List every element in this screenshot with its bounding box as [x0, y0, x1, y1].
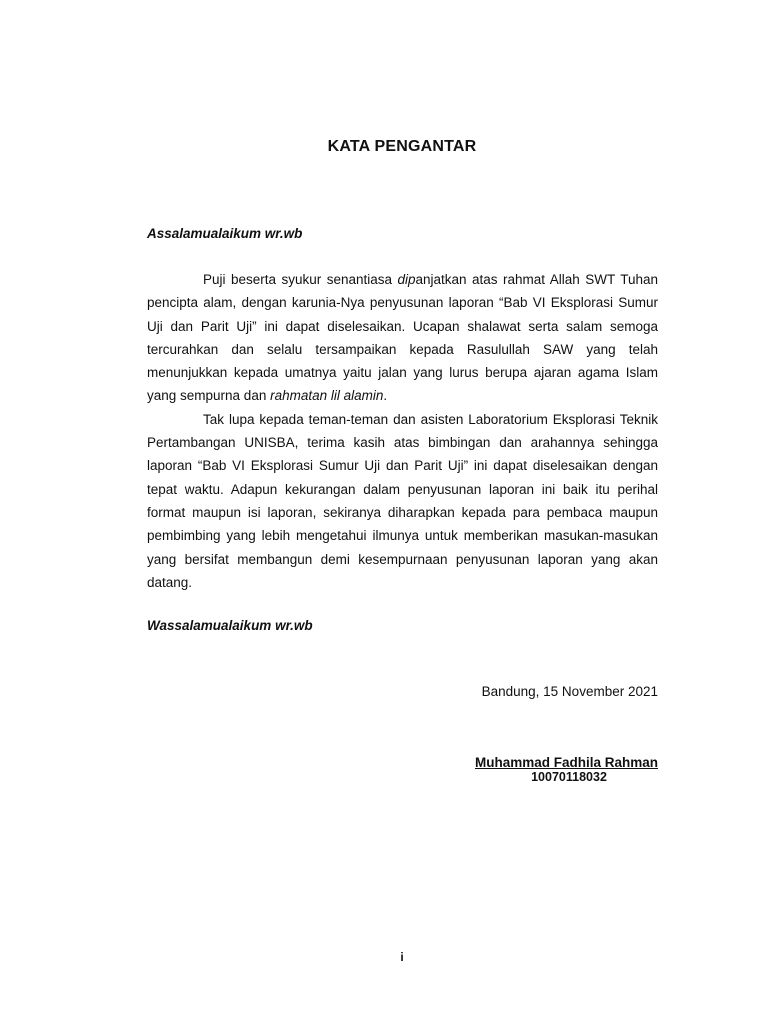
- opening-greeting: Assalamualaikum wr.wb: [147, 226, 303, 241]
- page-title: KATA PENGANTAR: [327, 138, 477, 155]
- closing-greeting: Wassalamualaikum wr.wb: [147, 618, 313, 633]
- paragraph-1-part-1: Puji beserta syukur senantiasa: [203, 272, 398, 287]
- paragraph-1: [147, 268, 658, 408]
- paragraph-1-italic-2: rahmatan lil alamin: [270, 388, 384, 404]
- paragraph-1-part-2: anjatkan atas rahmat Allah SWT Tuhan pencipta alam, dengan karunia-Nya penyusunan laporan “Bab VI Eksplorasi Sumur Uji dan Parit Uji” ini dapat diselesaikan. Ucapan shalawat serta salam semoga tercurahkan dan selalu tersampaikan kepada Rasulullah SAW yang telah menunjukkan kepada umatnya yaitu jalan yang lurus berupa ajaran agama Islam yang sempurna dan: [147, 272, 659, 404]
- paragraph-1-italic-1: dip: [397, 272, 416, 287]
- signature-name: Muhammad Fadhila Rahman: [474, 755, 658, 770]
- place-date: Bandung, 15 November 2021: [481, 684, 658, 699]
- signature-block: [458, 755, 658, 784]
- paragraph-2: Tak lupa kepada teman-teman dan asisten Laboratorium Eksplorasi Teknik Pertambangan UNISBA, terima kasih atas bimbingan dan arahannya sehingga laporan “Bab VI Eksplorasi Sumur Uji dan Parit Uji” ini dapat diselesaikan dengan tepat waktu. Adapun kekurangan dalam penyusunan laporan ini baik itu perihal format maupun isi laporan, sekiranya diharapkan kepada para pembaca maupun pembimbing yang lebih mengetahui ilmunya untuk memberikan masukan-masukan yang bersifat membangun demi kesempurnaan penyusunan laporan yang akan datang.: [147, 411, 658, 590]
- body-text: [147, 268, 658, 594]
- paragraph-1-part-3: .: [383, 388, 388, 404]
- page-number: i: [400, 950, 404, 964]
- signature-id: 10070118032: [531, 770, 607, 784]
